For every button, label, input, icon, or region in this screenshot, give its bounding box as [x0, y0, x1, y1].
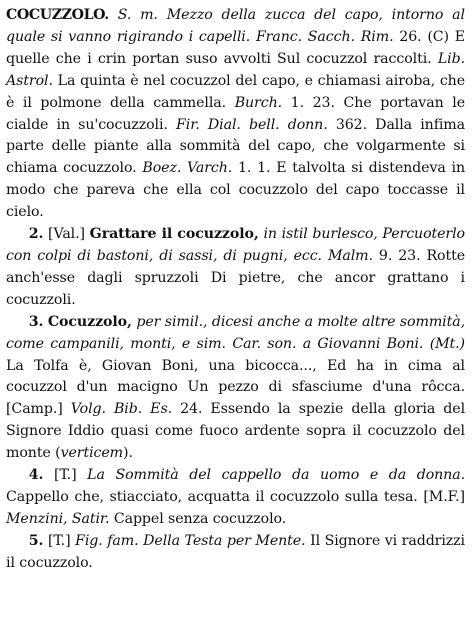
definition: La Sommità del cappello da uomo e da donna.: [87, 467, 465, 484]
definition: Fig. fam. Della Testa per Mente.: [75, 532, 306, 549]
source-citation: Fir. Dial. bell. donn.: [176, 116, 328, 133]
sense-number: 4.: [28, 467, 44, 484]
definition: in istil burlesco, Percuoterlo con colpi di bastoni, di sassi, di pugni, ecc.: [6, 226, 465, 264]
quotation: Cappello che, stiacciato, acquatta il cocuzzolo sulla tesa. [M.F.]: [6, 488, 465, 505]
source-citation: Volg. Bib. Es.: [70, 401, 173, 418]
sense-tag: [T.]: [43, 532, 76, 549]
quotation: 24. Essendo la spezie della gloria del Signore Iddio quasi come fuoco ardente sopra il cocuzzolo del monte (: [6, 401, 466, 462]
source-citation: Menzini, Satir.: [6, 510, 110, 527]
source-citation: (Mt.): [429, 335, 465, 352]
source-citation: Lib. Astrol.: [6, 50, 465, 89]
sense-number: 5.: [28, 532, 44, 549]
definition: Mezzo della zucca del capo, intorno al quale si vanno rigirando i capelli.: [6, 7, 465, 45]
sense-tag: [T.]: [43, 467, 88, 484]
quotation: 26. (C) E quelle che i crin portan suso avvolti Sul cocuzzol raccolti.: [6, 28, 466, 67]
part-of-speech: S. m.: [117, 7, 158, 23]
quotation: 1. 1. E talvolta si distendeva in modo che pareva che ella col cocuzzolo del capo toccasse il cielo.: [6, 160, 465, 221]
quotation: La quinta è nel cocuzzol del capo, e chiamasi airoba, che è il polmone della cammella.: [6, 72, 465, 111]
source-citation: Car. son. a Giovanni Boni.: [232, 335, 424, 352]
entry-cocuzzolo: [6, 5, 465, 224]
quotation: 1. 23. Che portavan le cialde in su'cocuzzoli.: [6, 94, 465, 133]
quotation: La Tolfa è, Giovan Boni, una bicocca..., Ed ha in cima al cocuzzol d'un macigno Un pezzo di sfasciume d'una rôcca. [Camp.]: [6, 357, 465, 418]
sense-4: [6, 465, 465, 531]
source-citation: Burch.: [234, 94, 283, 111]
sense-5: [6, 531, 465, 575]
definition: per simil., dicesi anche a molte altre sommità, come campanili, monti, e sim.: [6, 313, 465, 352]
source-citation: Franc. Sacch. Rim.: [255, 28, 394, 45]
phrase: Cocuzzolo,: [47, 313, 132, 330]
latin-gloss: verticem: [60, 445, 124, 462]
headword: COCUZZOLO.: [6, 7, 109, 23]
phrase: Grattare il cocuzzolo,: [89, 226, 259, 243]
source-citation: Boez. Varch.: [142, 160, 233, 177]
sense-number: 2.: [28, 226, 44, 243]
sense-3: 3. Cocuzzolo, per simil., dicesi anche a molte altre sommità, come campanili, monti, e sim. Car. son. a Giovanni Boni. (Mt.) La Tolfa è, Giovan Boni, una bicocca..., Ed ha in cima al cocuzzol d'un macigno Un pezzo di sfasciume d'una rôcca. [Camp.] Volg. Bib. Es. 24. Essendo la spezie della gloria del Signore Iddio quasi come fuoco ardente sopra il cocuzzolo del monte (verticem).: [6, 313, 466, 462]
quotation: 9. 23. Rotte anch'esse dagli spruzzoli Di pietre, che ancor grattano i cocuzzoli.: [6, 247, 465, 308]
sense-number: 3.: [28, 313, 44, 330]
quotation: 362. Dalla infima parte delle piante alla sommità del capo, che volgarmente si chiama cocuzzolo.: [6, 116, 465, 177]
sense-2: [6, 224, 465, 312]
source-citation: Malm.: [327, 247, 373, 264]
quotation: Cappel senza cocuzzolo.: [109, 510, 287, 527]
sense-tag: [Val.]: [43, 226, 90, 243]
quotation: Il Signore vi raddrizzi il cocuzzolo.: [6, 532, 465, 571]
